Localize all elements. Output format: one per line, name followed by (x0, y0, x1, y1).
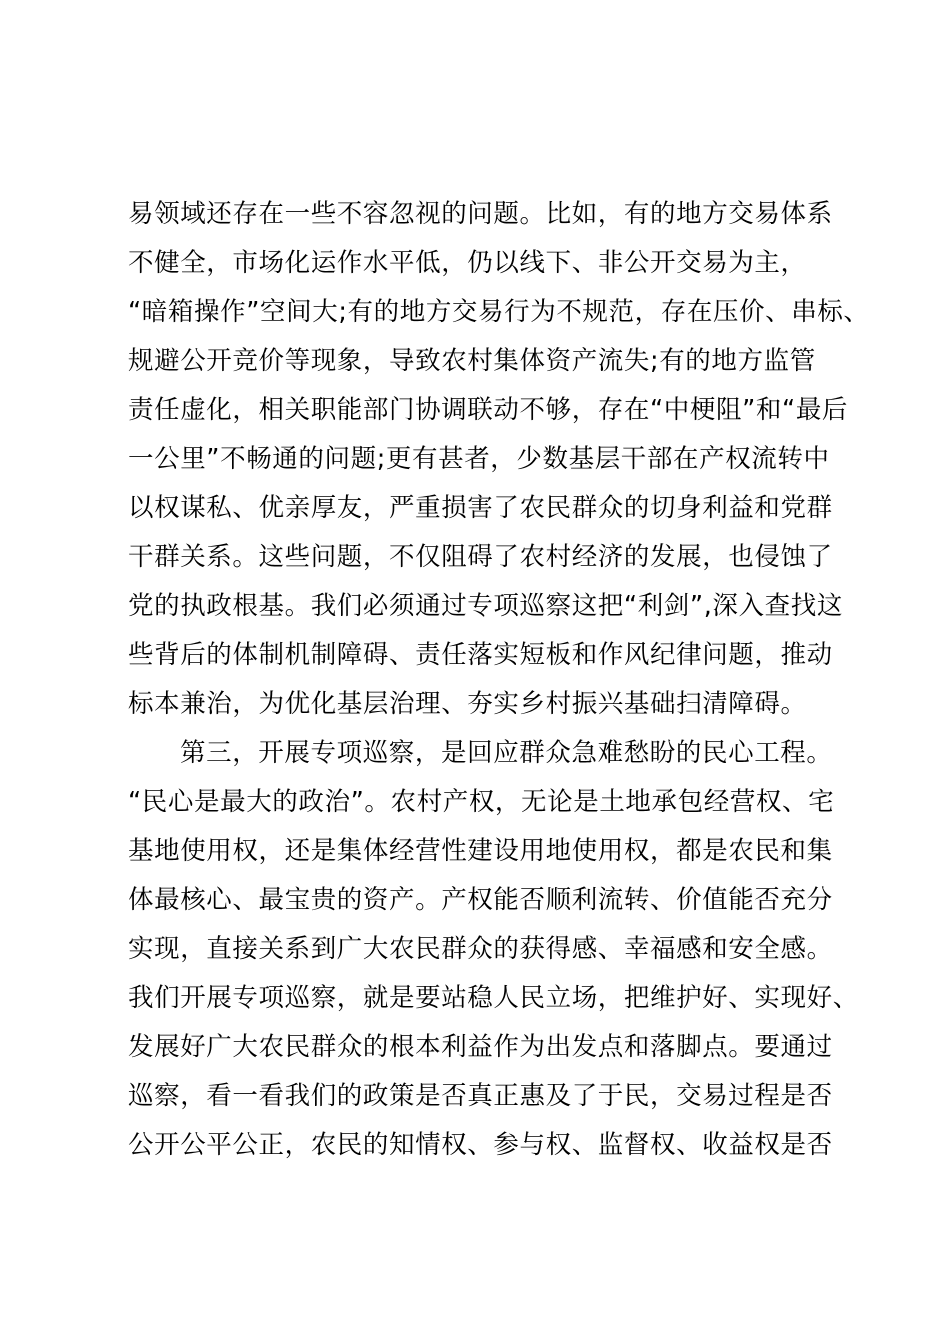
text-line: 党的执政根基。我们必须通过专项巡察这把“利剑”,深入查找这 (128, 591, 843, 621)
text-line: 我们开展专项巡察，就是要站稳人民立场，把维护好、实现好、 (128, 983, 859, 1013)
paragraph-start-line: 第三，开展专项巡察，是回应群众急难愁盼的民心工程。 (180, 738, 833, 768)
text-line: 体最核心、最宝贵的资产。产权能否顺利流转、价值能否充分 (128, 885, 833, 915)
text-line: 公开公平公正，农民的知情权、参与权、监督权、收益权是否 (128, 1130, 833, 1160)
text-line: 易领域还存在一些不容忽视的问题。比如，有的地方交易体系 (128, 199, 833, 229)
body-text (128, 190, 870, 1170)
text-line: “暗箱操作”空间大;有的地方交易行为不规范，存在压价、串标、 (128, 297, 870, 327)
text-line: 实现，直接关系到广大农民群众的获得感、幸福感和安全感。 (128, 934, 833, 964)
text-line: 一公里”不畅通的问题;更有甚者，少数基层干部在产权流转中 (128, 444, 830, 474)
text-line: 些背后的体制机制障碍、责任落实短板和作风纪律问题，推动 (128, 640, 833, 670)
text-line: 标本兼治，为优化基层治理、夯实乡村振兴基础扫清障碍。 (128, 689, 807, 719)
text-line: 不健全，市场化运作水平低，仍以线下、非公开交易为主， (128, 248, 807, 278)
text-line: “民心是最大的政治”。农村产权，无论是土地承包经营权、宅 (128, 787, 835, 817)
text-line: 基地使用权，还是集体经营性建设用地使用权，都是农民和集 (128, 836, 833, 866)
text-line: 以权谋私、优亲厚友，严重损害了农民群众的切身利益和党群 (128, 493, 833, 523)
text-line: 责任虚化，相关职能部门协调联动不够，存在“中梗阻”和“最后 (128, 395, 849, 425)
text-line: 干群关系。这些问题，不仅阻碍了农村经济的发展，也侵蚀了 (128, 542, 833, 572)
text-line: 发展好广大农民群众的根本利益作为出发点和落脚点。要通过 (128, 1032, 833, 1062)
text-line: 巡察，看一看我们的政策是否真正惠及了于民，交易过程是否 (128, 1081, 833, 1111)
text-line: 规避公开竞价等现象，导致农村集体资产流失;有的地方监管 (128, 346, 816, 376)
